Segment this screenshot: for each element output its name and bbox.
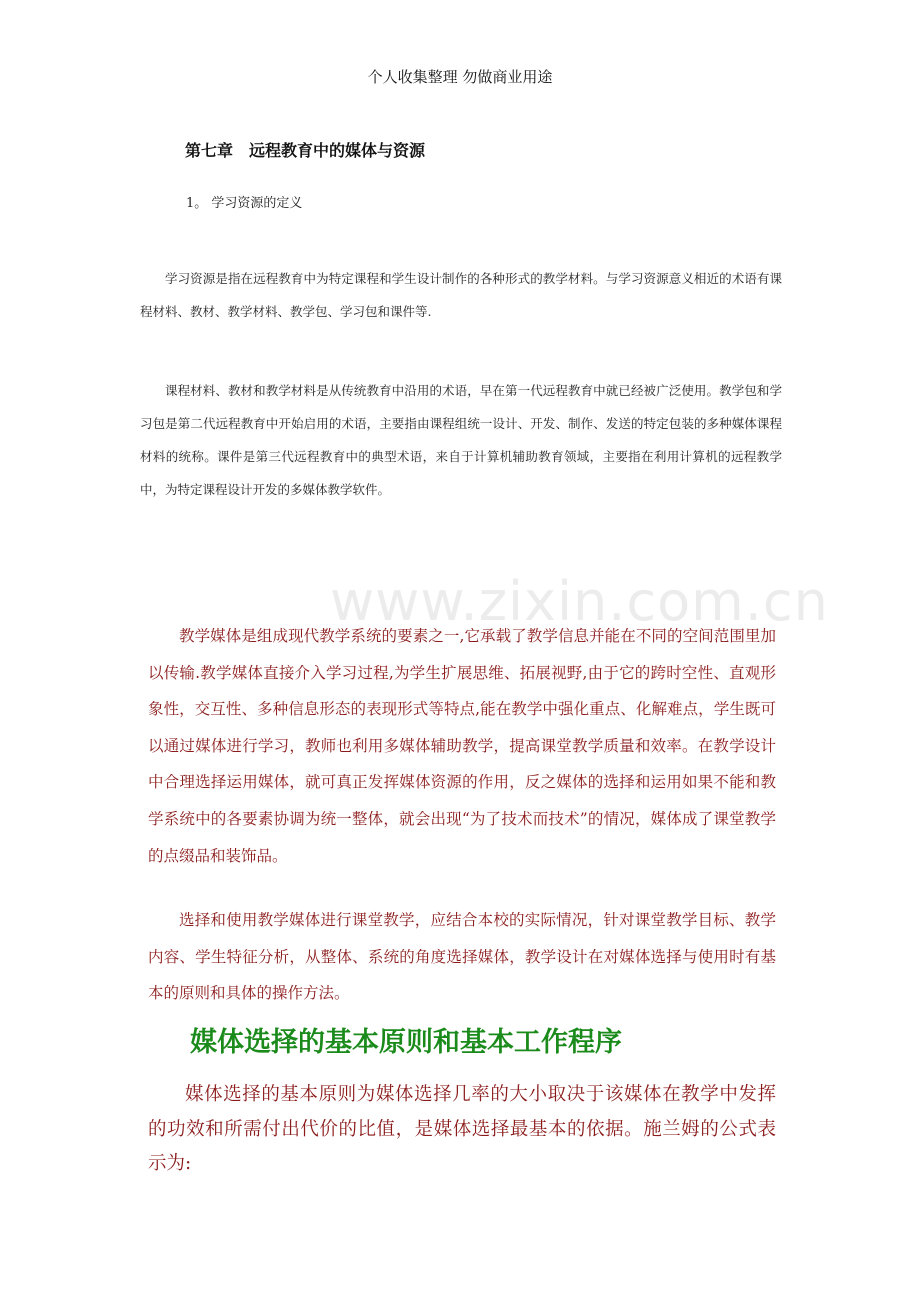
watermark: www.zixin.com.cn xyxy=(330,570,829,633)
paragraph-teaching-media xyxy=(148,618,776,874)
paragraph-media-selection-usage xyxy=(148,902,776,1012)
paragraph-learning-resources-definition xyxy=(140,262,782,328)
paragraph-text: 选择和使用教学媒体进行课堂教学，应结合本校的实际情况，针对课堂教学目标、教学内容、学生特征分析，从整体、系统的角度选择媒体，教学设计在对媒体选择与使用时有基本的原则和具体的操作方法。 xyxy=(148,911,776,1003)
paragraph-text: 学习资源是指在远程教育中为特定课程和学生设计制作的各种形式的教学材料。与学习资源意义相近的术语有课程材料、教材、教学材料、教学包、学习包和课件等. xyxy=(140,271,782,319)
page-header: 个人收集整理 勿做商业用途 xyxy=(367,68,553,86)
paragraph-text: 媒体选择的基本原则为媒体选择几率的大小取决于该媒体在教学中发挥的功效和所需付出代价的比值，是媒体选择最基本的依据。施兰姆的公式表示为: xyxy=(148,1084,776,1174)
paragraph-text: 课程材料、教材和教学材料是从传统教育中沿用的术语，早在第一代远程教育中就已经被广泛使用。教学包和学习包是第二代远程教育中开始启用的术语，主要指由课程组统一设计、开发、制作、发送的特定包装的多种媒体课程材料的统称。课件是第三代远程教育中的典型术语，来自于计算机辅助教育领域，主要指在利用计算机的远程教学中，为特定课程设计开发的多媒体教学软件。 xyxy=(140,383,782,497)
paragraph-selection-principle xyxy=(148,1078,776,1182)
paragraph-course-materials xyxy=(140,374,782,506)
section-heading: 媒体选择的基本原则和基本工作程序 xyxy=(190,1027,622,1058)
paragraph-text: 教学媒体是组成现代教学系统的要素之一,它承载了教学信息并能在不同的空间范围里加以传输.教学媒体直接介入学习过程,为学生扩展思维、拓展视野,由于它的跨时空性、直观形象性，交互性、多种信息形态的表现形式等特点,能在教学中强化重点、化解难点，学生既可以通过媒体进行学习，教师也利用多媒体辅助教学，提高课堂教学质量和效率。在教学设计中合理选择运用媒体，就可真正发挥媒体资源的作用，反之媒体的选择和运用如果不能和教学系统中的各要素协调为统一整体，就会出现“为了技术而技术”的情况，媒体成了课堂教学的点缀品和装饰品。 xyxy=(148,627,776,865)
section-title: 1。 学习资源的定义 xyxy=(186,196,303,211)
chapter-title: 第七章 远程教育中的媒体与资源 xyxy=(185,141,426,160)
